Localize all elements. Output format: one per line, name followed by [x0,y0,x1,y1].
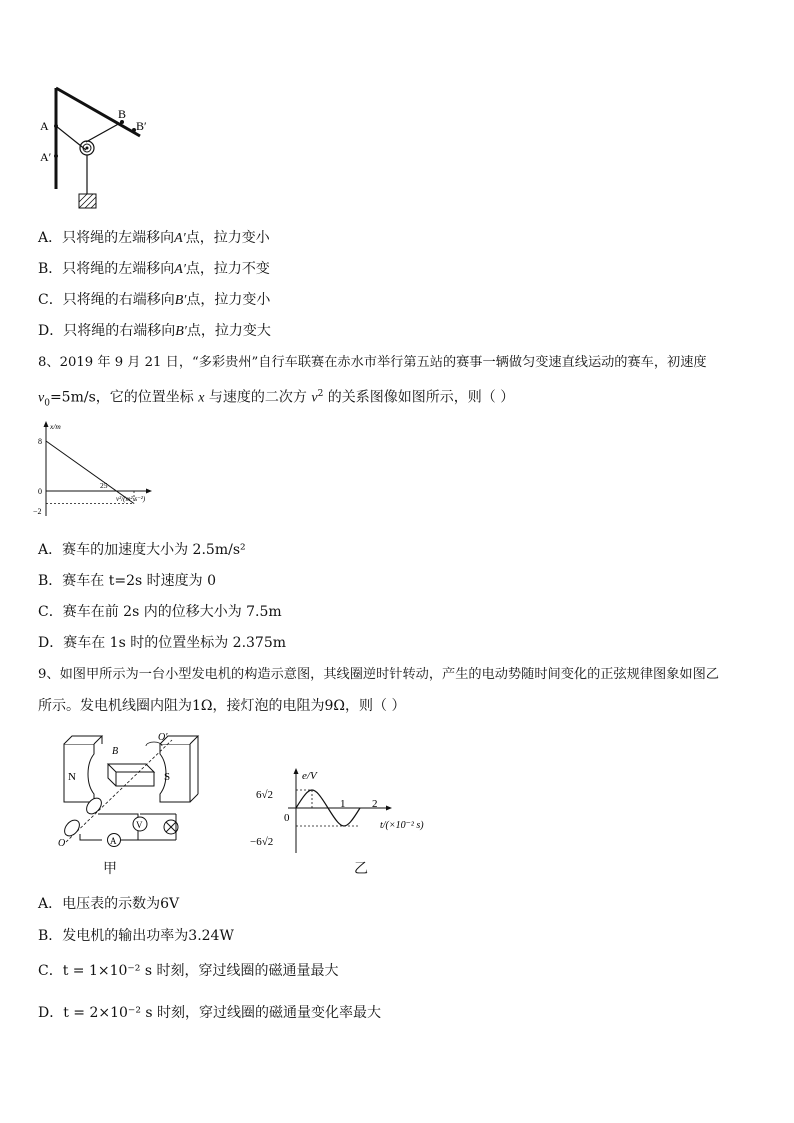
series-line [46,441,134,504]
q9-option-a[interactable]: A．电压表的示数为6V [38,896,180,912]
q8-stem-line1: 8、2019 年 9 月 21 日，“多彩贵州”自行车联赛在赤水市举行第五站的赛事一辆做匀变速直线运动的赛车，初速度 [38,355,707,370]
q8-option-a[interactable]: A．赛车的加速度大小为 2.5m/s² [38,542,246,558]
pulley-figure [36,84,156,214]
magnet-n-label: N [68,771,76,783]
axis-o-label: O [58,838,66,849]
q8-option-b[interactable]: B．赛车在 t=2s 时速度为 0 [38,573,216,589]
emf-axis-label: e/V [302,770,317,782]
x-axis-label: v²/(m²·s⁻²) [116,495,146,503]
x-axis-arrow [146,489,152,494]
q9-option-c[interactable]: C．t = 1×10⁻² s 时刻，穿过线圈的磁通量最大 [38,963,339,979]
emf-time-graph [248,765,448,855]
magnet-s-label: S [164,771,171,783]
label-a: A [40,119,49,133]
y-tick-8: 8 [38,437,42,446]
y-axis-label: x/m [50,422,61,431]
axis-o-prime-label: O′ [158,732,168,743]
q8-option-c[interactable]: C．赛车在前 2s 内的位移大小为 7.5m [38,604,282,620]
emf-y-top-label: 6√2 [256,789,274,801]
ammeter-label: A [110,836,117,846]
time-axis-label: t/(×10⁻² s) [380,820,424,831]
emf-y-bottom-label: −6√2 [250,836,274,848]
y-tick-neg2: −2 [33,507,42,516]
generator-diagram [50,730,230,860]
q8-option-d[interactable]: D．赛车在 1s 时的位置坐标为 2.375m [38,635,287,651]
label-b: B [118,107,127,121]
x-tick-25: 25 [100,481,108,490]
coil-b-label: B [112,746,119,757]
q8-stem-line2: $v_0=5m/s$，它的位置坐标 x 与速度的二次方 $v^2$ 的关系图像如图所示，则（ ） [38,389,515,409]
q7-option-c[interactable]: C．只将绳的右端移向B′点，拉力变小 [38,292,271,308]
label-b-prime: B′ [136,119,147,133]
figure-b-caption: 乙 [354,861,368,877]
q9-stem-line1: 9、如图甲所示为一台小型发电机的构造示意图，其线圈逆时针转动，产生的电动势随时间变化的正弦规律图象如图乙 [38,667,719,682]
emf-origin-label: 0 [284,812,290,824]
time-tick-2: 2 [372,798,378,810]
y-tick-0: 0 [38,487,42,496]
q7-option-d[interactable]: D．只将绳的右端移向B′点，拉力变大 [38,323,271,339]
q7-option-b[interactable]: B．只将绳的左端移向A′点，拉力不变 [38,261,270,277]
voltmeter-label: V [136,820,143,830]
time-tick-1: 1 [340,798,346,810]
figure-a-caption: 甲 [103,861,117,877]
x-vs-v2-chart [30,420,160,522]
label-a-prime: A′ [40,150,52,164]
q9-stem-line2: 所示。发电机线圈内阻为1Ω，接灯泡的电阻为9Ω，则（ ） [38,698,406,714]
q9-option-b[interactable]: B．发电机的输出功率为3.24W [38,928,234,944]
q9-option-d[interactable]: D．t = 2×10⁻² s 时刻，穿过线圈的磁通量变化率最大 [38,1005,382,1021]
q7-option-a[interactable]: A．只将绳的左端移向A′点，拉力变小 [38,230,270,246]
y-axis-arrow [44,421,49,427]
